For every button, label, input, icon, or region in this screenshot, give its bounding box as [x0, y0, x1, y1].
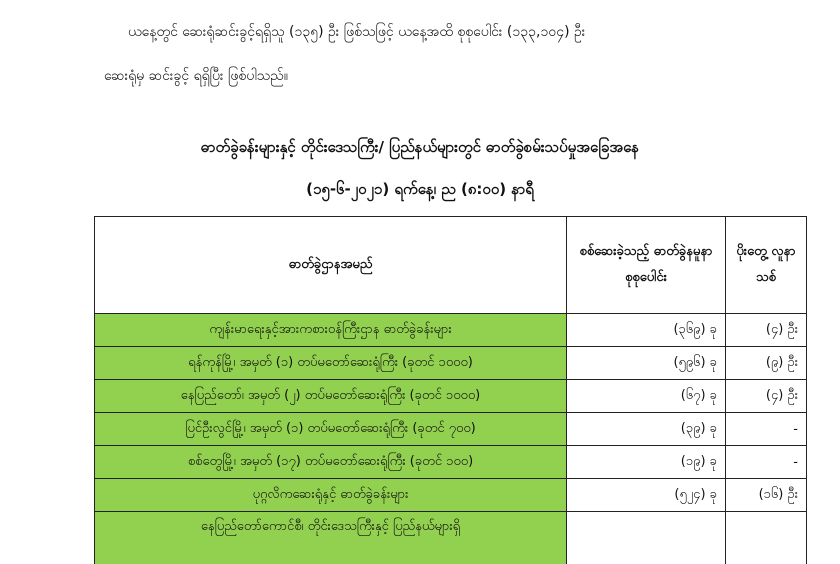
table-header-row: [95, 217, 807, 314]
table-row: [95, 347, 807, 380]
table-row: [95, 512, 807, 564]
row-lab-name: ရန်ကုန်မြို့၊ အမှတ် (၁) တပ်မတော်ဆေးရုံကြီး (ခုတင် ၁၀၀၀): [95, 347, 567, 380]
header-new-positive: ပိုးတွေ့ လူနာသစ်: [726, 217, 807, 314]
row-test-count: (၃၉) ခု: [567, 413, 726, 446]
row-lab-name: နေပြည်တော်၊ အမှတ် (၂) တပ်မတော်ဆေးရုံကြီး (ခုတင် ၁၀၀၀): [95, 380, 567, 413]
row-positive-count: (၁၆) ဦး: [726, 479, 807, 512]
row-test-count: (၅၉၆) ခု: [567, 347, 726, 380]
row-test-count: [567, 512, 726, 564]
row-lab-name: ပုဂ္ဂလိကဆေးရုံနှင့် ဓာတ်ခွဲခန်းများ: [95, 479, 567, 512]
row-positive-count: (၄) ဦး: [726, 314, 807, 347]
paragraph-line-1: ယနေ့တွင် ဆေးရုံဆင်းခွင့်ရရှိသူ (၁၃၅) ဦး ဖြစ်သဖြင့် ယနေ့အထိ စုစုပေါင်း (၁၃၃,၁၀၄) ဦး: [128, 24, 586, 40]
lab-testing-table: [94, 216, 807, 564]
header-total-tests: စစ်ဆေးခဲ့သည့် ဓာတ်ခွဲနမူနာ စုစုပေါင်း: [567, 217, 726, 314]
table-row: [95, 413, 807, 446]
row-positive-count: [726, 512, 807, 564]
row-test-count: (၆၇) ခု: [567, 380, 726, 413]
section-title: ဓာတ်ခွဲခန်းများနှင့် တိုင်းဒေသကြီး/ ပြည်နယ်များတွင် ဓာတ်ခွဲစမ်းသပ်မှုအခြေအနေ: [200, 138, 640, 156]
row-lab-name: ပြင်ဦးလွင်မြို့၊ အမှတ် (၁) တပ်မတော်ဆေးရုံကြီး (ခုတင် ၇၀၀): [95, 413, 567, 446]
row-positive-count: -: [726, 446, 807, 479]
row-test-count: (၁၉) ခု: [567, 446, 726, 479]
row-test-count: (၃၆၉) ခု: [567, 314, 726, 347]
section-date: (၁၅-၆-၂၀၂၁) ရက်နေ့၊ ည (၈:၀၀) နာရီ: [306, 180, 534, 198]
header-lab-name: ဓာတ်ခွဲဌာနအမည်: [95, 217, 567, 314]
paragraph-line-2: ဆေးရုံမှ ဆင်းခွင့် ရရှိပြီး ဖြစ်ပါသည်။: [104, 68, 288, 84]
table-row: [95, 479, 807, 512]
row-positive-count: (၉) ဦး: [726, 347, 807, 380]
table-row: [95, 380, 807, 413]
row-positive-count: -: [726, 413, 807, 446]
table-row: [95, 314, 807, 347]
row-lab-name: ကျန်းမာရေးနှင့်အားကစားဝန်ကြီးဌာန ဓာတ်ခွဲခန်းများ: [95, 314, 567, 347]
row-positive-count: (၄) ဦး: [726, 380, 807, 413]
row-lab-name: စစ်တွေမြို့၊ အမှတ် (၁၇) တပ်မတော်ဆေးရုံကြီး (ခုတင် ၁၀၀): [95, 446, 567, 479]
row-test-count: (၅၂၄) ခု: [567, 479, 726, 512]
table-row: [95, 446, 807, 479]
row-lab-name: နေပြည်တော်ကောင်စီ၊ တိုင်းဒေသကြီးနှင့် ပြည်နယ်များရှိ: [95, 512, 567, 564]
